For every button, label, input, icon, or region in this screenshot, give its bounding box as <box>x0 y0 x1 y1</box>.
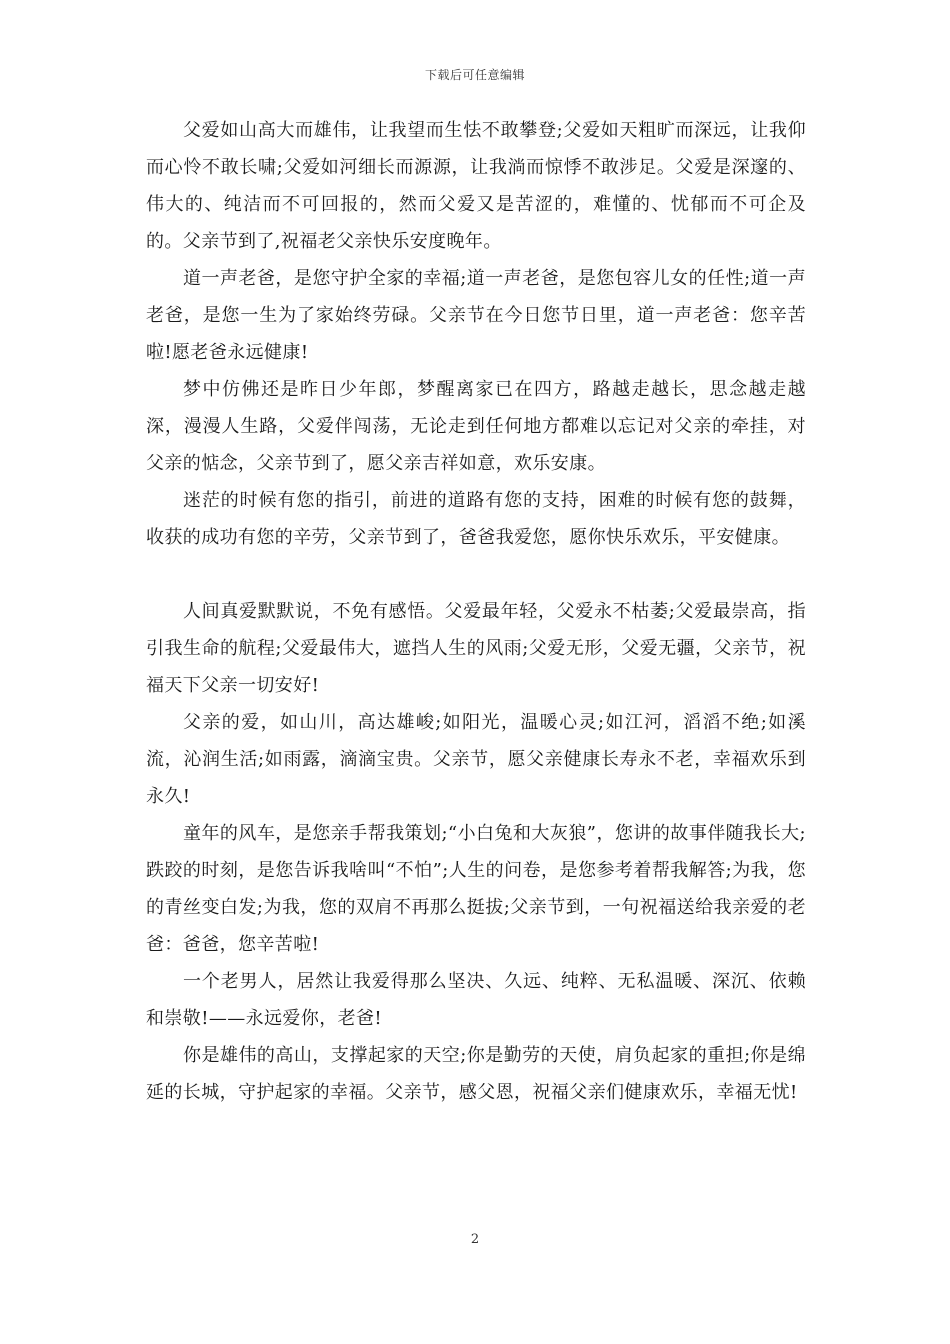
paragraph: 梦中仿佛还是昨日少年郎，梦醒离家已在四方，路越走越长，思念越走越深，漫漫人生路，父爱伴闯荡，无论走到任何地方都难以忘记对父亲的牵挂，对父亲的惦念，父亲节到了，愿父亲吉祥如意，欢乐安康。 <box>146 379 806 474</box>
section-one <box>146 112 806 556</box>
paragraph: 童年的风车，是您亲手帮我策划;“小白兔和大灰狼”，您讲的故事伴随我长大;跌跤的时刻，是您告诉我啥叫“不怕”;人生的问卷，是您参考着帮我解答;为我，您的青丝变白发;为我，您的双肩不再那么挺拔;父亲节到，一句祝福送给我亲爱的老爸：爸爸，您辛苦啦! <box>146 823 806 955</box>
paragraph: 父爱如山高大而雄伟，让我望而生怯不敢攀登;父爱如天粗旷而深远，让我仰而心怜不敢长啸;父爱如河细长而源源，让我淌而惊悸不敢涉足。父爱是深邃的、伟大的、纯洁而不可回报的，然而父爱又是苦涩的，难懂的、忧郁而不可企及的。父亲节到了,祝福老父亲快乐安度晚年。 <box>146 120 806 252</box>
section-two <box>146 593 806 1111</box>
section-divider <box>146 556 806 593</box>
paragraph: 父亲的爱，如山川，高达雄峻;如阳光，温暖心灵;如江河，滔滔不绝;如溪流，沁润生活;如雨露，滴滴宝贵。父亲节，愿父亲健康长寿永不老，幸福欢乐到永久! <box>146 712 806 807</box>
document-body <box>146 112 806 1111</box>
paragraph: 人间真爱默默说，不免有感悟。父爱最年轻，父爱永不枯萎;父爱最崇高，指引我生命的航程;父爱最伟大，遮挡人生的风雨;父爱无形，父爱无疆，父亲节，祝福天下父亲一切安好! <box>146 601 806 696</box>
paragraph: 一个老男人，居然让我爱得那么坚决、久远、纯粹、无私温暖、深沉、依赖和崇敬!——永远爱你，老爸! <box>146 971 806 1029</box>
page-number: 2 <box>470 1232 480 1247</box>
header-note: 下载后可任意编辑 <box>424 68 525 82</box>
paragraph: 道一声老爸，是您守护全家的幸福;道一声老爸，是您包容儿女的任性;道一声老爸，是您一生为了家始终劳碌。父亲节在今日您节日里，道一声老爸：您辛苦啦!愿老爸永远健康! <box>146 268 806 363</box>
paragraph: 迷茫的时候有您的指引，前进的道路有您的支持，困难的时候有您的鼓舞，收获的成功有您的辛劳，父亲节到了，爸爸我爱您，愿你快乐欢乐，平安健康。 <box>146 490 806 548</box>
paragraph: 你是雄伟的高山，支撑起家的天空;你是勤劳的天使，肩负起家的重担;你是绵延的长城，守护起家的幸福。父亲节，感父恩，祝福父亲们健康欢乐，幸福无忧! <box>146 1045 806 1103</box>
